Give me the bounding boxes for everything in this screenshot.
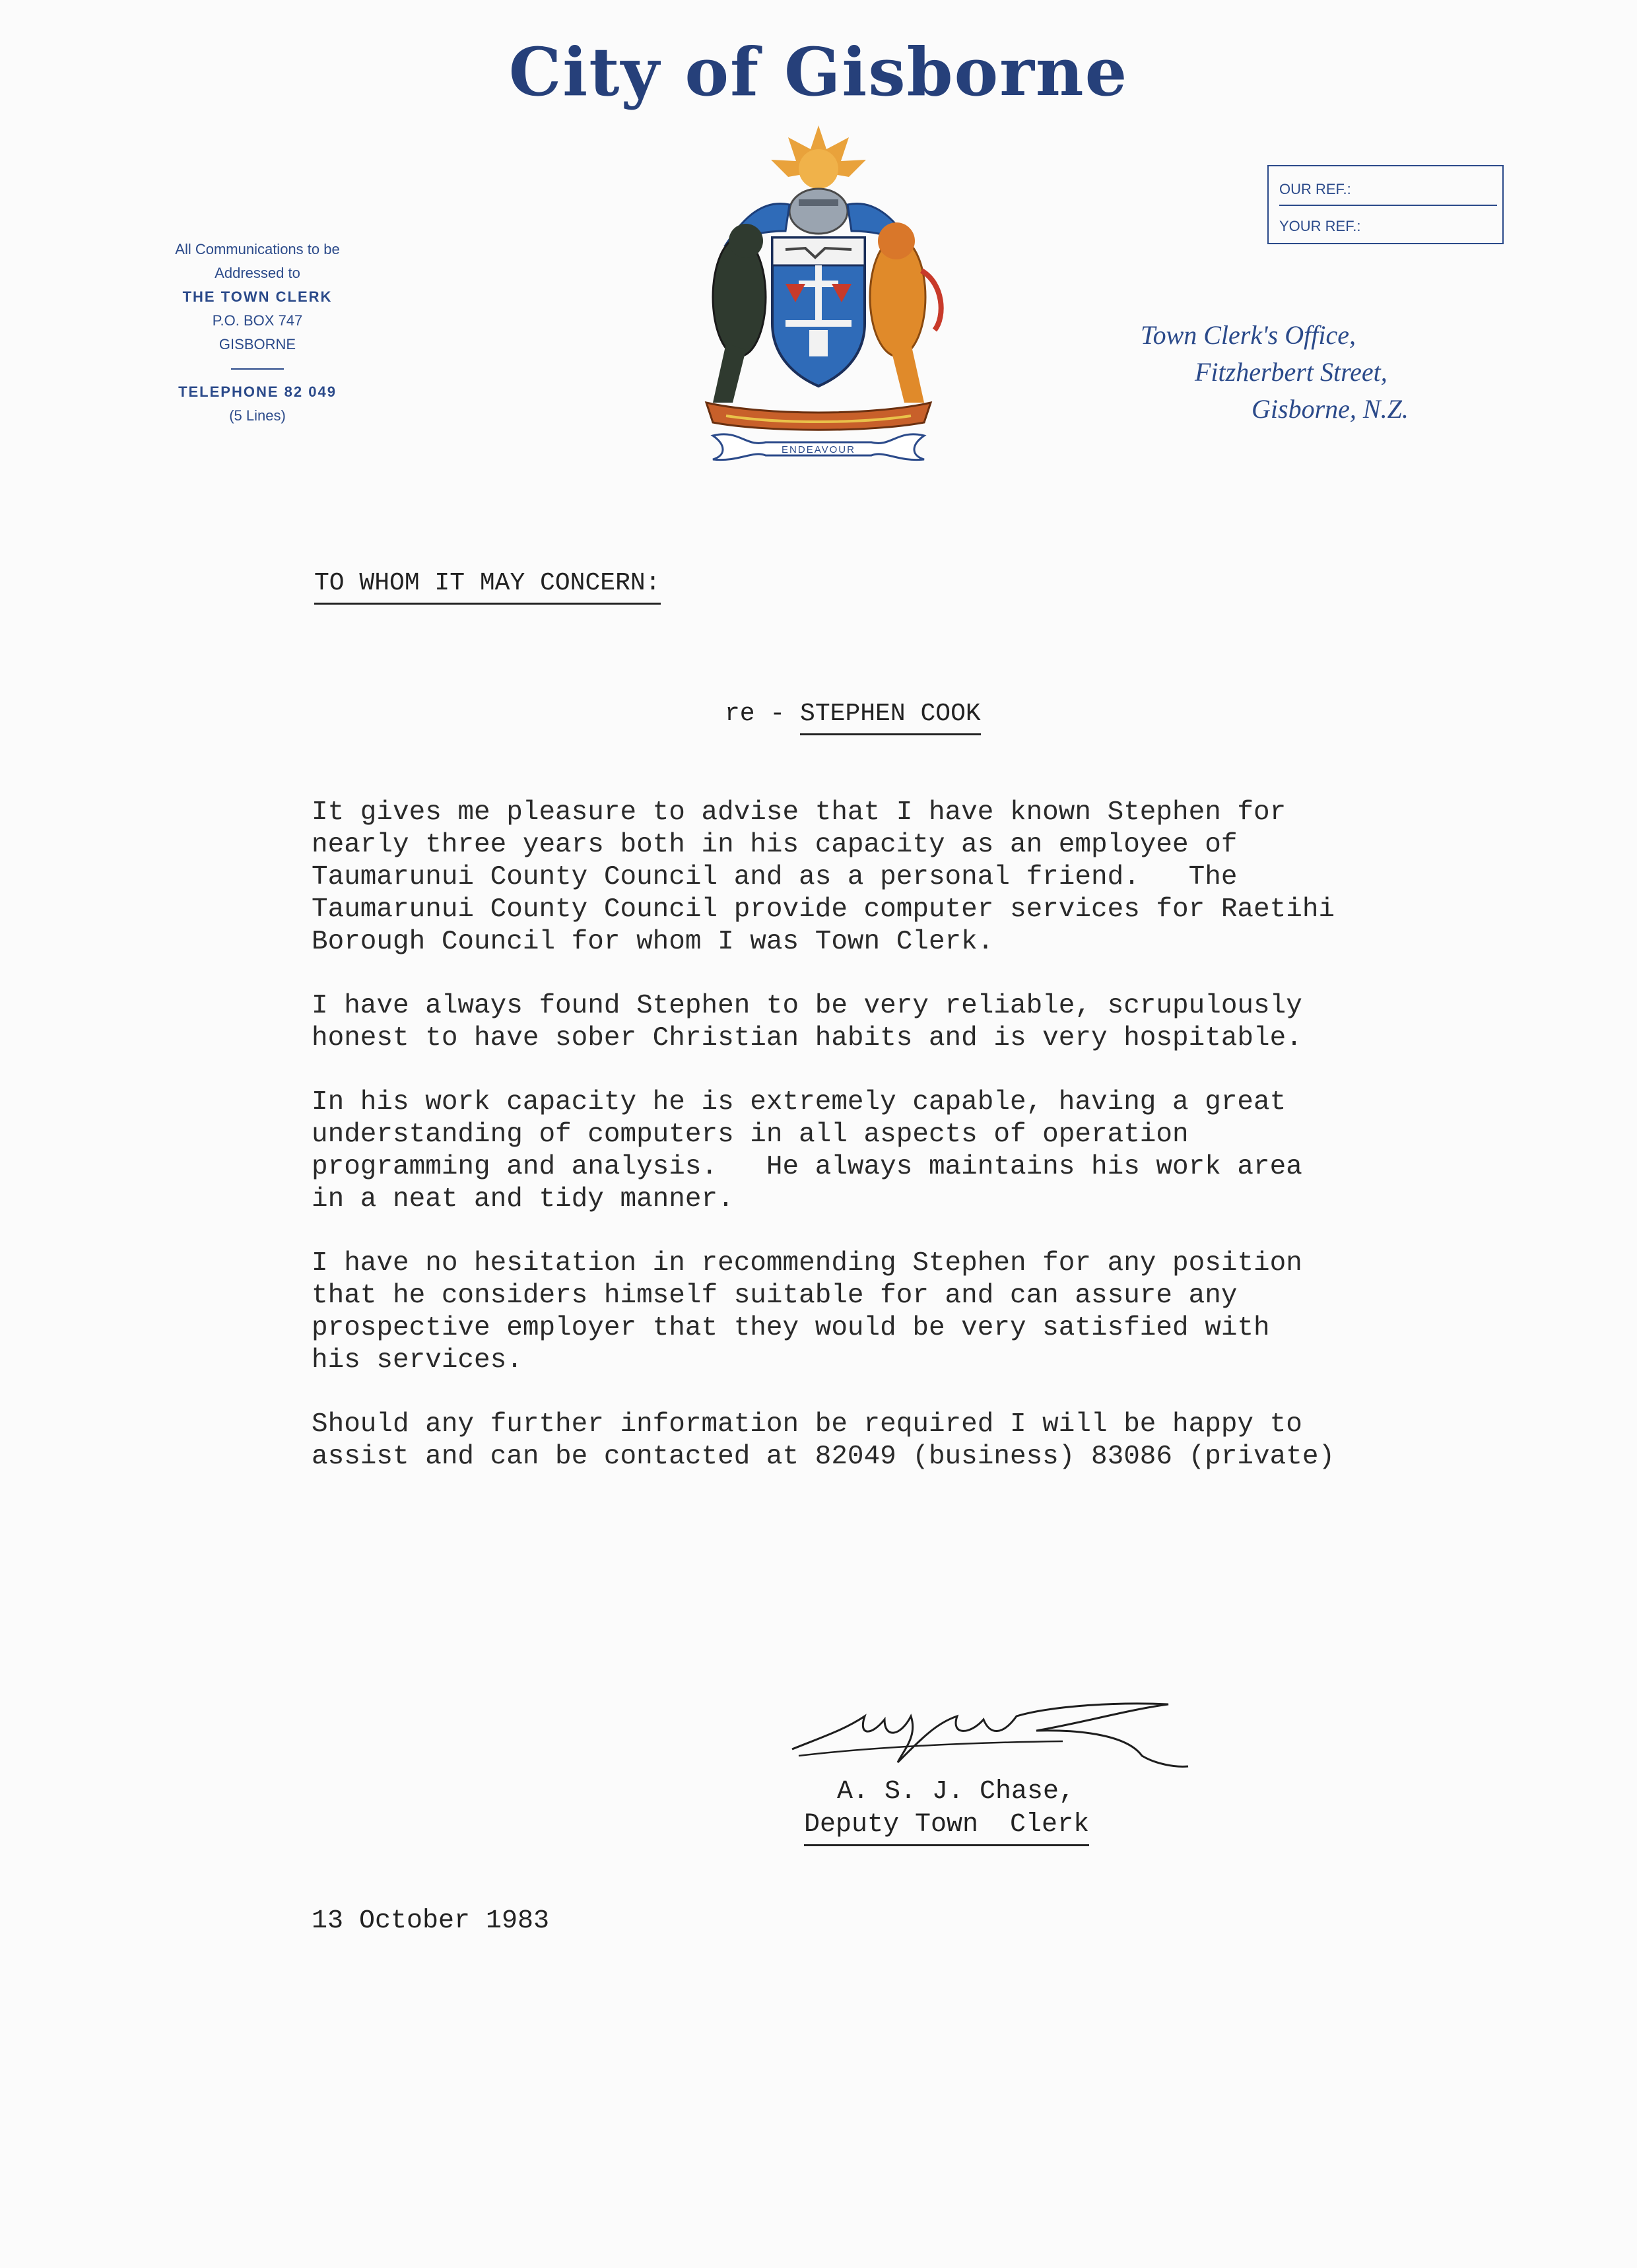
subject-line — [725, 700, 981, 728]
address-divider — [231, 368, 284, 370]
office-line: Town Clerk's Office, — [1141, 320, 1356, 350]
coat-of-arms-emblem — [686, 125, 951, 462]
office-address — [1122, 317, 1452, 428]
address-line: GISBORNE — [218, 336, 296, 352]
signer-name: A. S. J. Chase, — [837, 1777, 1075, 1807]
lion-supporter — [870, 222, 941, 403]
subject-prefix: re - — [725, 700, 801, 728]
our-ref-label: OUR REF.: — [1279, 181, 1351, 197]
address-line: All Communications to be — [175, 241, 340, 257]
your-ref-row — [1279, 205, 1496, 242]
letter-body — [312, 797, 1434, 1505]
motto-text: ENDEAVOUR — [782, 444, 855, 455]
body-paragraph: It gives me pleasure to advise that I have known Stephen for nearly three years both in his capacity as an employee of Taumarunui County Council and as a personal friend. The Taumarunui County Council provide computer services for Raetihi Borough Council for whom I was Town Clerk. — [312, 797, 1335, 957]
office-line: Gisborne, N.Z. — [1252, 394, 1409, 424]
letter-date: 13 October 1983 — [312, 1906, 550, 1936]
correspondence-address — [125, 238, 389, 428]
subject-name: STEPHEN COOK — [800, 700, 981, 735]
address-line: Addressed to — [215, 265, 300, 281]
address-line: P.O. BOX 747 — [212, 312, 303, 329]
salutation — [314, 569, 661, 597]
sun-icon — [771, 125, 866, 189]
telephone-number: TELEPHONE 82 049 — [178, 384, 337, 400]
body-paragraph: I have always found Stephen to be very reliable, scrupulously honest to have sober Christian habits and is very hospitable. — [312, 991, 1302, 1053]
body-paragraph: I have no hesitation in recommending Stephen for any position that he considers himself suitable for and can assure any prospective employer that they would be very satisfied with his services. — [312, 1248, 1302, 1376]
office-line: Fitzherbert Street, — [1195, 357, 1387, 387]
reference-box — [1267, 165, 1504, 244]
body-paragraph: Should any further information be required I will be happy to assist and can be contacted at 82049 (business) 83086 (private) — [312, 1409, 1335, 1472]
signer-title: Deputy Town Clerk — [804, 1809, 1089, 1846]
your-ref-label: YOUR REF.: — [1279, 218, 1361, 234]
signature-block — [804, 1776, 1089, 1846]
our-ref-row — [1279, 168, 1497, 206]
address-line: THE TOWN CLERK — [182, 288, 333, 305]
body-paragraph: In his work capacity he is extremely capable, having a great understanding of computers in all aspects of operation programming and analysis. He always maintains his work area in a neat and tidy manner. — [312, 1087, 1302, 1215]
salutation-text: TO WHOM IT MAY CONCERN: — [314, 569, 661, 605]
dark-supporter — [713, 224, 766, 403]
handwritten-signature — [785, 1690, 1195, 1776]
letterhead-title: City of Gisborne — [508, 33, 1129, 111]
telephone-lines: (5 Lines) — [229, 407, 286, 424]
